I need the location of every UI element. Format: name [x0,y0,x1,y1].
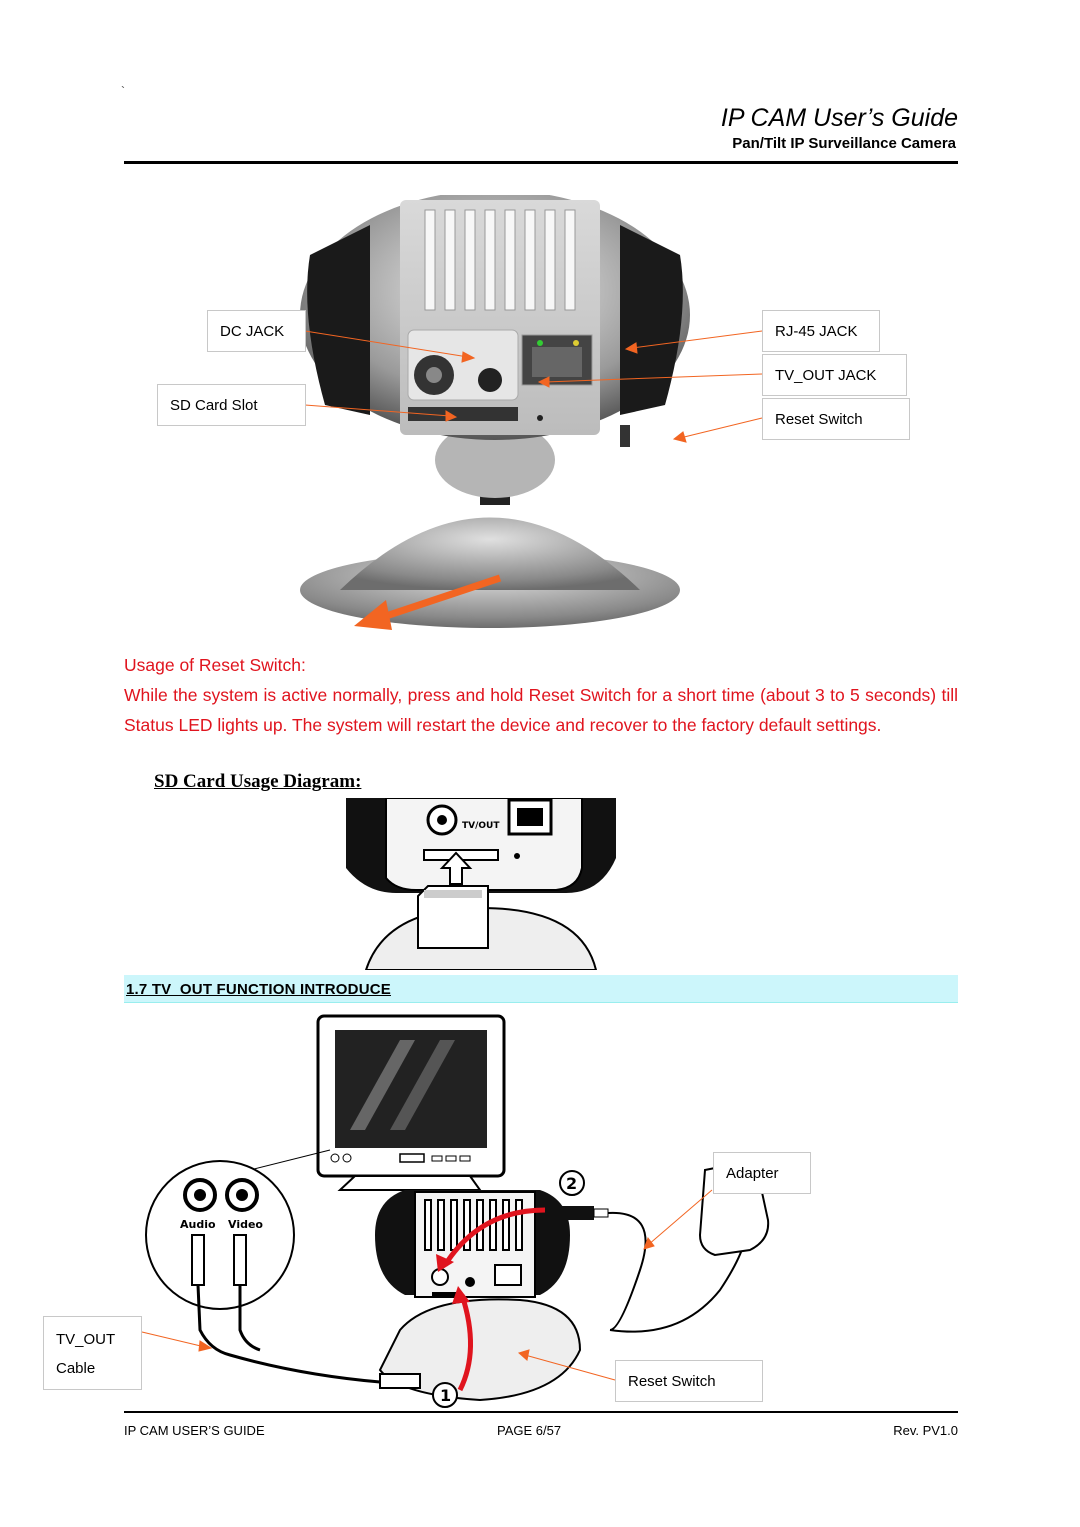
footer-left: IP CAM USER’S GUIDE [124,1423,265,1438]
callout-rj45-jack: RJ-45 JACK [762,310,880,352]
footer-revision: Rev. PV1.0 [893,1423,958,1438]
callout-tvout-jack: TV_OUT JACK [762,354,907,396]
reset-usage-heading: Usage of Reset Switch: [124,655,306,675]
step-2-icon: 2 [566,1174,578,1193]
callout-reset-switch: Reset Switch [762,398,910,440]
callout-dc-jack: DC JACK [207,310,306,352]
tvout-callout-lines [0,1150,1080,1400]
callout-lines [0,0,1080,700]
reset-usage-body: While the system is active normally, press and hold Reset Switch for a short time (about 3 to 5 seconds) till Status LED lights up. The system will restart the device and recover to the factory default settings. [124,685,958,735]
document-title: IP CAM User’s Guide [720,104,958,132]
step-1-icon: 1 [440,1386,452,1405]
section-title-tvout: 1.7 TV_OUT FUNCTION INTRODUCE [126,981,391,998]
sd-card-usage-diagram [346,798,616,970]
callout-sd-card-slot: SD Card Slot [157,384,306,426]
callout-adapter: Adapter [713,1152,811,1194]
page-mark: ` [121,84,125,98]
tv-out-port-label: TV/OUT [462,821,500,831]
footer-page-number: PAGE 6/57 [497,1423,562,1438]
callout-tvout-cable: TV_OUT Cable [43,1316,142,1390]
document-subtitle: Pan/Tilt IP Surveillance Camera [732,135,956,152]
callout-reset-switch-bottom: Reset Switch [615,1360,763,1402]
sd-card-usage-heading: SD Card Usage Diagram: [154,771,362,792]
audio-jack-label: Audio [180,1218,216,1231]
footer-rule [124,1411,958,1413]
video-jack-label: Video [228,1218,263,1231]
